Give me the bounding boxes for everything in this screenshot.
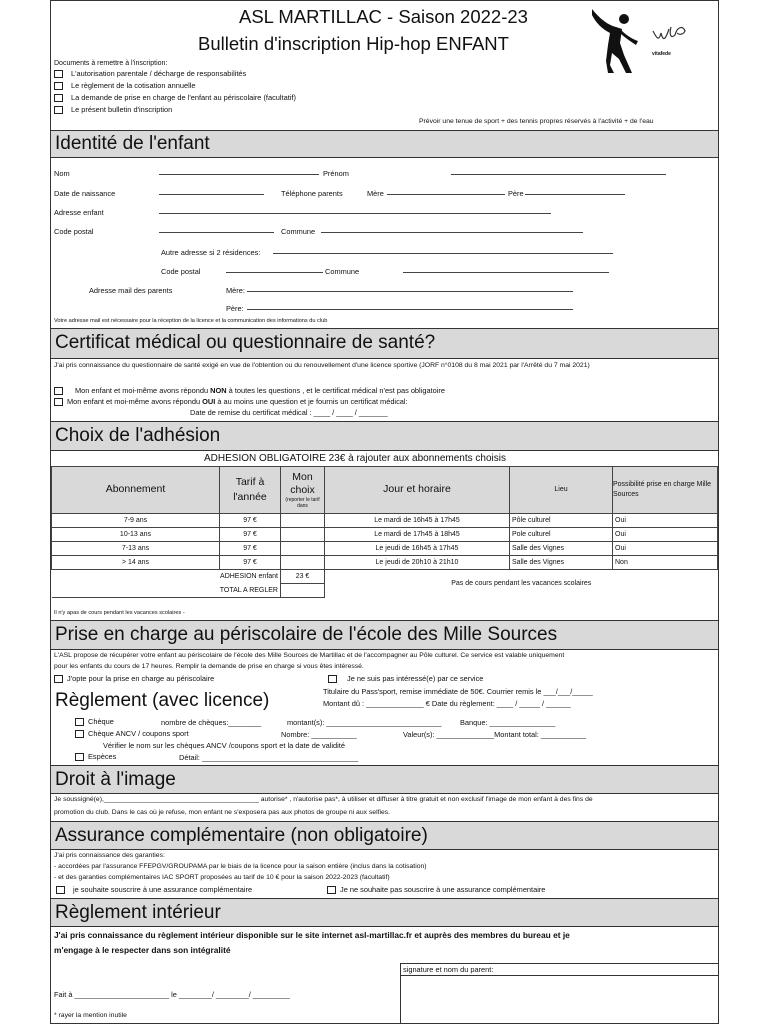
adhesion-table: Abonnement Tarif à l'année Mon choix (reporter le tarif dans Jour et horaire Lieu Possibilité prise en charge Mille Sources 7-9 ans 97 € Le mardi de 16h45 à 17h45 Pôle culturel Oui 10-13 ans 97 € Le mardi de 17h45 à 18h45 Pole culturel Oui 7-13 ans 97 € Le jeudi de 16h45 à 17h45 Salle des Vignes Oui > 14 ans 97 € Le jeudi de 20h10 à 21h10 Salle des Vignes Non ADHESION enfant 23 € Pas de cours pendant les vacances scolaires TOTAL A REGLER [51,466,718,598]
periscolaire-checkbox-oui[interactable] [54,675,63,683]
cheque-row: Chèque [75,717,114,727]
section-periscolaire: Prise en charge au périscolaire de l'école des Mille Sources [51,620,718,650]
tel-pere-field[interactable] [525,188,625,195]
assurance-l2: - accordées par l'assurance FFEPGV/GROUPAMA par le biais de la licence pour la saison entière (inclus dans la cotisation) [54,863,427,870]
choix-cell[interactable] [281,514,325,528]
ancv-verifier: Vérifier le nom sur les chèques ANCV /coupons sport et la date de validité [103,741,345,750]
label-nom: Nom [54,169,70,178]
ancv-checkbox[interactable] [75,730,84,738]
commune2-field[interactable] [403,266,609,273]
rayer-note: * rayer la mention inutile [54,1012,127,1019]
vitafede-logo [649,17,689,51]
nb-cheques: nombre de chèques:________ [161,718,262,727]
assurance-l1: J'ai pris connaissance des garanties: [54,852,165,859]
montant-du: Montant dû : ______________ € Date du règlement: ____ / _____ / ______ [323,699,571,708]
label-email-pere: Père: [226,304,244,313]
periscolaire-text1: L'ASL propose de récupérer votre enfant au périscolaire de l'école des Mille Sources de Martillac et de l'accompagner au Pôle culturel. Ce service est valable uniquement [54,652,565,659]
form-title: ASL MARTILLAC - Saison 2022-23 [239,6,528,27]
certificat-checkbox-oui[interactable] [54,398,63,406]
especes-detail: Détail: ______________________________________ [179,753,359,762]
table-row: 7-9 ans 97 € Le mardi de 16h45 à 17h45 Pôle culturel Oui [52,514,718,528]
th-tarif: Tarif à l'année [220,467,281,514]
interieur-text1: J'ai pris connaissance du règlement intérieur disponible sur le site internet asl-martillac.fr et auprès des membres du bureau et je [54,930,570,940]
label-mere: Mère [367,189,384,198]
section-reglement: Règlement (avec licence) [55,690,270,711]
email-note: Votre adresse mail est nécessaire pour la réception de la licence et la communication des informations du club [54,318,328,324]
section-image: Droit à l'image [51,765,718,794]
section-assurance: Assurance complémentaire (non obligatoire) [51,821,718,850]
form-subtitle: Bulletin d'inscription Hip-hop ENFANT [198,33,509,54]
ancv-valeurs: Valeur(s): ______________Montant total: ___________ [403,730,587,739]
adhesion-obligatoire: ADHESION OBLIGATOIRE 23€ à rajouter aux abonnements choisis [204,453,506,464]
especes-checkbox[interactable] [75,753,84,761]
periscolaire-checkbox-non[interactable] [328,675,337,683]
autre-adresse-field[interactable] [273,247,613,254]
image-text2: promotion du club. Dans le cas où je refuse, mon enfant ne s'exposera pas aux photos de groupe ni aux selfies. [54,809,391,816]
section-interieur: Règlement intérieur [51,898,718,927]
ancv-nombre: Nombre: ___________ [281,730,357,739]
section-identite: Identité de l'enfant [51,130,718,158]
registration-form [50,0,719,1024]
label-code-postal: Code postal [54,227,94,236]
table-row: 7-13 ans 97 € Le jeudi de 16h45 à 17h45 Salle des Vignes Oui [52,542,718,556]
date-naissance-field[interactable] [159,188,264,195]
vacances-note: Il n'y apas de cours pendant les vacances scolaires - [54,610,185,616]
th-choix: Mon choix (reporter le tarif dans [281,467,325,514]
assurance-checkbox-non[interactable] [327,886,336,894]
label-telephone: Téléphone parents [281,189,343,198]
doc-item: L'autorisation parentale / décharge de responsabilités [54,69,246,79]
assurance-checkbox-oui[interactable] [56,886,65,894]
commune-field[interactable] [321,226,583,233]
tel-mere-field[interactable] [387,188,505,195]
label-commune: Commune [281,227,316,236]
choix-cell[interactable] [281,528,325,542]
label-prenom: Prénom [323,169,349,178]
documents-heading: Documents à remettre à l'inscription: [54,60,168,67]
label-pere: Père [508,189,524,198]
certificat-date: Date de remise du certificat médical : ____ / ____ / _______ [190,408,388,417]
doc-checkbox[interactable] [54,94,63,102]
montants: montant(s): ____________________________ [287,718,442,727]
especes-row: Espèces [75,752,116,762]
certificat-text: J'ai pris connaissance du questionnaire de santé exigé en vue de l'obtention ou du renouvellement d'une licence sportive (JORF n°0108 du 8 mai 2021 par l'Arrêté du 7 mai 2021) [54,362,590,369]
section-adhesion: Choix de l'adhésion [51,421,718,451]
th-prise: Possibilité prise en charge Mille Sources [613,467,718,514]
table-row: > 14 ans 97 € Le jeudi de 20h10 à 21h10 Salle des Vignes Non [52,556,718,570]
periscolaire-opt-non: Je ne suis pas intéressé(e) par ce service [328,674,483,684]
email-pere-field[interactable] [247,303,573,310]
logo-text: vitafede [652,51,671,57]
doc-item: Le règlement de la cotisation annuelle [54,81,196,91]
th-horaire: Jour et horaire [325,467,510,514]
doc-checkbox[interactable] [54,70,63,78]
label-date-naissance: Date de naissance [54,189,116,198]
th-lieu: Lieu [510,467,613,514]
label-adresse: Adresse enfant [54,208,104,217]
banque: Banque: ________________ [460,718,556,727]
cheque-checkbox[interactable] [75,718,84,726]
label-email-mere: Mère: [226,286,245,295]
image-text1: Je soussigné(e),_________________________________________ autorise* , n'autorise pas*, à utiliser et diffuser à titre gratuit et non exclusif l'image de mon enfant à des fins de [54,796,593,803]
assurance-opt-non: Je ne souhaite pas souscrire à une assurance complémentaire [327,885,545,895]
label-code-postal2: Code postal [161,267,201,276]
dancer-logo [586,5,642,75]
assurance-opt-oui: je souhaite souscrire à une assurance complémentaire [56,885,252,895]
section-certificat: Certificat médical ou questionnaire de santé? [51,328,718,359]
certificat-option-non: Mon enfant et moi-même avons répondu NON à toutes les questions , et le certificat médical n'est pas obligatoire [54,386,445,396]
signature-label: signature et nom du parent: [403,965,494,974]
label-commune2: Commune [325,267,360,276]
doc-checkbox[interactable] [54,82,63,90]
email-mere-field[interactable] [247,285,573,292]
label-email: Adresse mail des parents [89,286,173,295]
table-row: 10-13 ans 97 € Le mardi de 17h45 à 18h45 Pole culturel Oui [52,528,718,542]
certificat-checkbox-non[interactable] [54,387,63,395]
doc-item: Le présent bulletin d'inscription [54,105,172,115]
assurance-l3: - et des garanties complémentaires IAC SPORT proposées au tarif de 10 € pour la saison 2022-2023 (facultatif) [54,874,390,881]
ancv-row: Chèque ANCV / coupons sport [75,729,189,739]
fait-a: Fait à _______________________ le ________/ ________/ _________ [54,990,290,999]
adresse-field[interactable] [159,207,551,214]
interieur-text2: m'engage à le respecter dans son intégralité [54,945,231,955]
doc-checkbox[interactable] [54,106,63,114]
doc-item: La demande de prise en charge de l'enfant au périscolaire (facultatif) [54,93,296,103]
choix-cell[interactable] [281,542,325,556]
nom-field[interactable] [159,168,319,175]
signature-area[interactable] [400,975,718,976]
certificat-option-oui: Mon enfant et moi-même avons répondu OUI à au moins une question et je fournis un certificat médical: [54,397,408,407]
tenue-note: Prévoir une tenue de sport + des tennis propres réservés à l'activité + de l'eau [419,118,654,125]
code-postal-field[interactable] [159,226,274,233]
periscolaire-text2: pour les enfants du cours de 17 heures. Remplir la demande de prise en charge si vous êtes intéressé. [54,663,364,670]
choix-cell[interactable] [281,556,325,570]
prenom-field[interactable] [451,168,666,175]
label-autre-adresse: Autre adresse si 2 résidences: [161,248,261,257]
passport-text: Titulaire du Pass'sport, remise immédiate de 50€. Courrier remis le ___/___/_____ [323,687,593,696]
th-abonnement: Abonnement [52,467,220,514]
total-cell[interactable] [281,584,325,598]
periscolaire-opt-oui: J'opte pour la prise en charge au périscolaire [54,674,214,684]
code-postal2-field[interactable] [226,266,323,273]
